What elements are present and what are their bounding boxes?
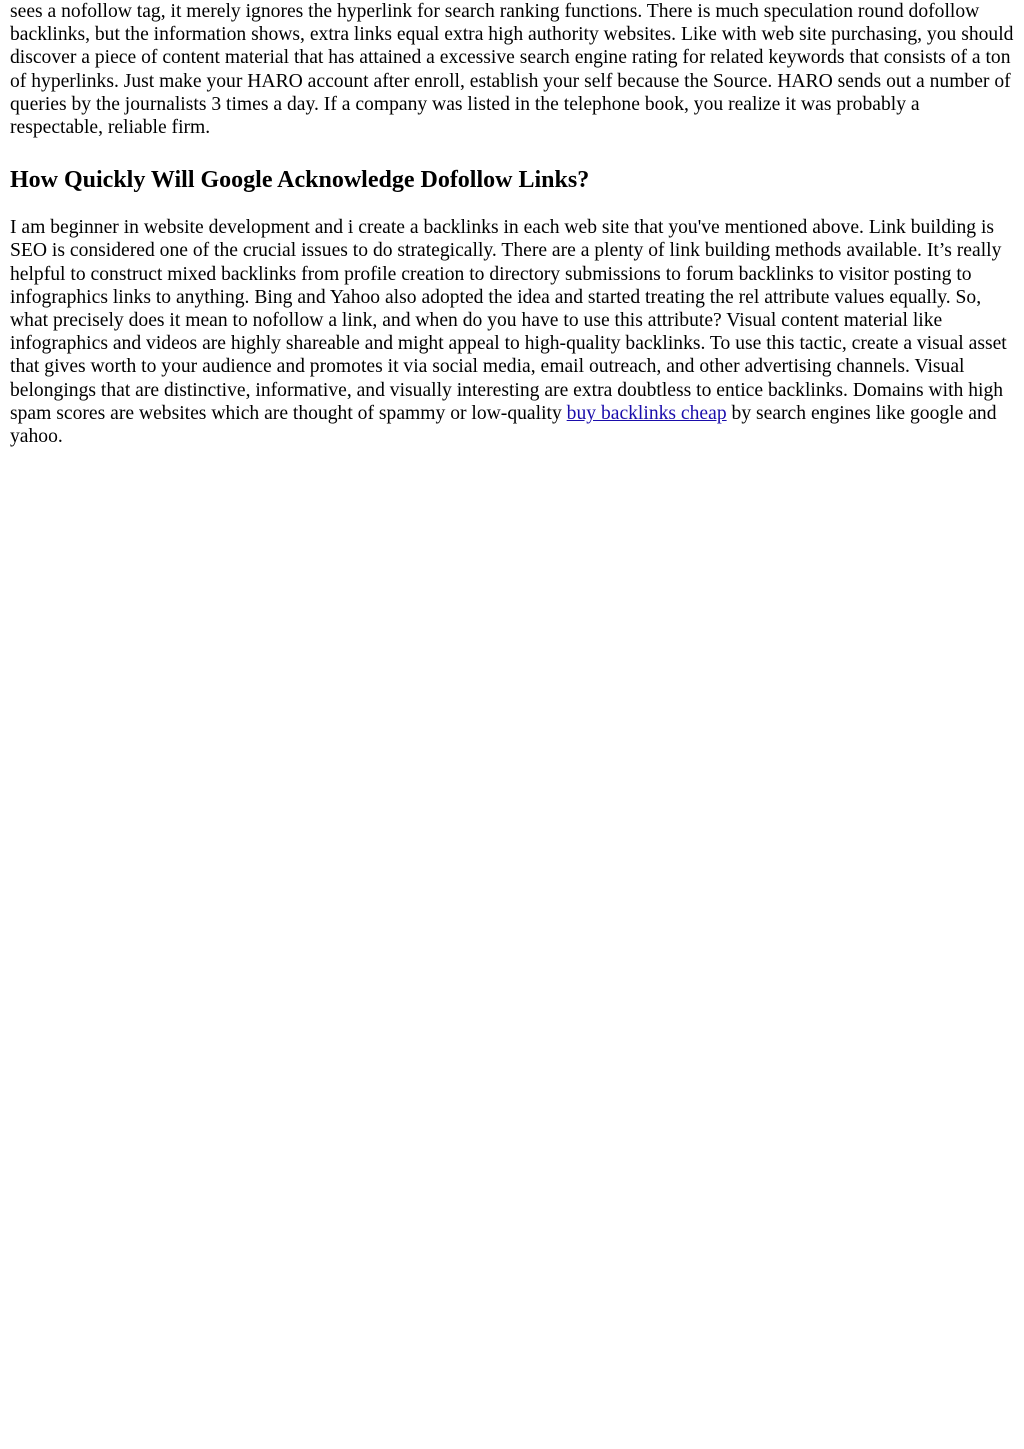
section-heading: How Quickly Will Google Acknowledge Dofollow Links?: [10, 167, 590, 194]
article-paragraph-1: sees a nofollow tag, it merely ignores the hyperlink for search ranking functions. There is much speculation round dofollow backlinks, but the information shows, extra links equal extra high authority websites. Like with web site purchasing, you should discover a piece of content material that has attained a excessive search engine rating for related keywords that consists of a ton of hyperlinks. Just make your HARO account after enroll, establish your self because the Source. HARO sends out a number of queries by the journalists 3 times a day. If a company was listed in the telephone book, you realize it was probably a respectable, reliable firm.: [10, 1, 1014, 139]
paragraph-2-text-before-link: I am beginner in website development and i create a backlinks in each web site that you've mentioned above. Link building is SEO is considered one of the crucial issues to do strategically. There are a plenty of link building methods available. It’s really helpful to construct mixed backlinks from profile creation to directory submissions to forum backlinks to visitor posting to infographics links to anything. Bing and Yahoo also adopted the idea and started treating the rel attribute values equally. So, what precisely does it mean to nofollow a link, and when do you have to use this attribute? Visual content material like infographics and videos are highly shareable and might appeal to high-quality backlinks. To use this tactic, create a visual asset that gives worth to your audience and promotes it via social media, email outreach, and other advertising channels. Visual belongings that are distinctive, informative, and visually interesting are extra doubtless to entice backlinks. Domains with high spam scores are websites which are thought of spammy or low-quality: [10, 217, 1007, 424]
article-page: [0, 0, 1024, 448]
paragraph-2-text-after-link: by search engines like google and yahoo.: [10, 402, 997, 448]
article-paragraph-2: [10, 216, 1014, 448]
buy-backlinks-link[interactable]: buy backlinks cheap: [566, 402, 727, 424]
